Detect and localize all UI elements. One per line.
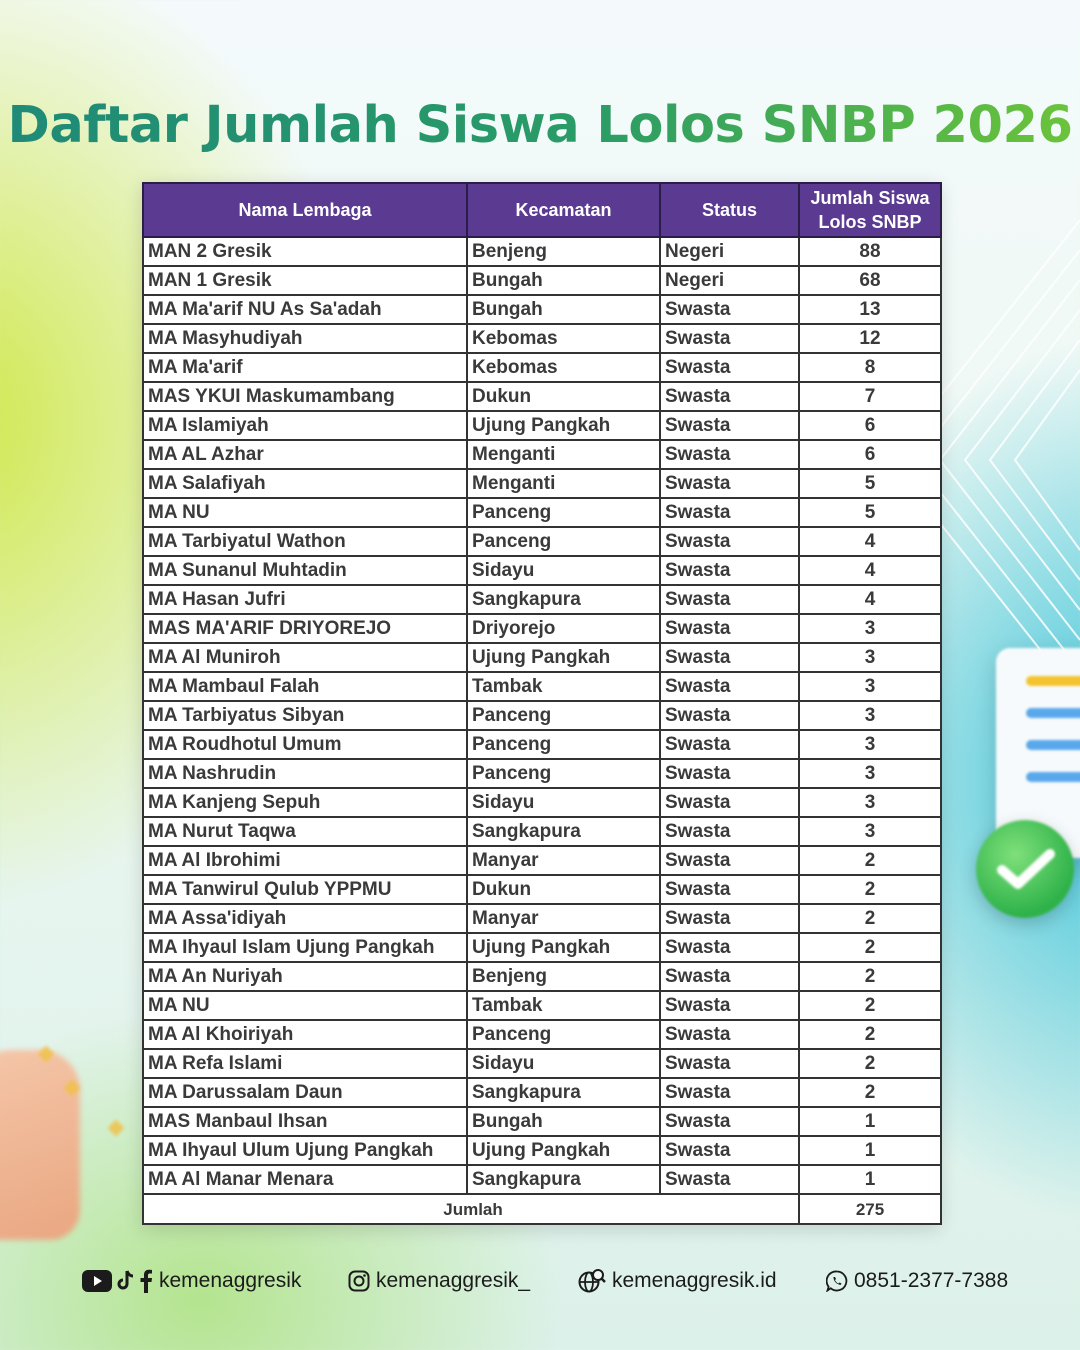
cell-status: Swasta bbox=[660, 382, 799, 411]
cell-nama-lembaga: MA Sunanul Muhtadin bbox=[143, 556, 467, 585]
cell-status: Swasta bbox=[660, 556, 799, 585]
cell-nama-lembaga: MA Darussalam Daun bbox=[143, 1078, 467, 1107]
cell-kecamatan: Dukun bbox=[467, 382, 660, 411]
cell-nama-lembaga: MA Tanwirul Qulub YPPMU bbox=[143, 875, 467, 904]
cell-kecamatan: Panceng bbox=[467, 527, 660, 556]
table-row bbox=[143, 1020, 941, 1049]
cell-nama-lembaga: MA NU bbox=[143, 498, 467, 527]
cell-status: Swasta bbox=[660, 1136, 799, 1165]
total-value: 275 bbox=[799, 1194, 941, 1224]
cell-nama-lembaga: MA Roudhotul Umum bbox=[143, 730, 467, 759]
cell-jumlah: 2 bbox=[799, 933, 941, 962]
cell-kecamatan: Bungah bbox=[467, 295, 660, 324]
facebook-icon bbox=[139, 1269, 153, 1293]
cell-jumlah: 6 bbox=[799, 440, 941, 469]
table-row bbox=[143, 643, 941, 672]
cell-kecamatan: Menganti bbox=[467, 440, 660, 469]
table-row bbox=[143, 556, 941, 585]
table-body bbox=[143, 237, 941, 1194]
cell-status: Swasta bbox=[660, 875, 799, 904]
header-nama-lembaga: Nama Lembaga bbox=[143, 183, 467, 237]
cell-nama-lembaga: MA An Nuriyah bbox=[143, 962, 467, 991]
cell-jumlah: 3 bbox=[799, 730, 941, 759]
cell-status: Swasta bbox=[660, 1107, 799, 1136]
cell-nama-lembaga: MA Al Manar Menara bbox=[143, 1165, 467, 1194]
cell-status: Swasta bbox=[660, 817, 799, 846]
cell-nama-lembaga: MA AL Azhar bbox=[143, 440, 467, 469]
table-row bbox=[143, 730, 941, 759]
instagram-icon bbox=[348, 1270, 370, 1292]
table-row bbox=[143, 817, 941, 846]
cell-kecamatan: Tambak bbox=[467, 672, 660, 701]
cell-kecamatan: Manyar bbox=[467, 904, 660, 933]
results-table-container bbox=[142, 182, 940, 1225]
cell-kecamatan: Bungah bbox=[467, 266, 660, 295]
cell-status: Swasta bbox=[660, 440, 799, 469]
thumbs-up-illustration bbox=[0, 1050, 80, 1240]
table-row bbox=[143, 614, 941, 643]
cell-nama-lembaga: MAS YKUI Maskumambang bbox=[143, 382, 467, 411]
cell-nama-lembaga: MA Al Khoiriyah bbox=[143, 1020, 467, 1049]
table-row bbox=[143, 585, 941, 614]
cell-jumlah: 2 bbox=[799, 962, 941, 991]
cell-jumlah: 1 bbox=[799, 1165, 941, 1194]
cell-kecamatan: Benjeng bbox=[467, 962, 660, 991]
cell-jumlah: 2 bbox=[799, 875, 941, 904]
cell-kecamatan: Bungah bbox=[467, 1107, 660, 1136]
cell-status: Swasta bbox=[660, 1165, 799, 1194]
cell-nama-lembaga: MA Islamiyah bbox=[143, 411, 467, 440]
cell-jumlah: 13 bbox=[799, 295, 941, 324]
whatsapp-number: 0851-2377-7388 bbox=[854, 1269, 1009, 1292]
table-row bbox=[143, 846, 941, 875]
cell-status: Swasta bbox=[660, 1078, 799, 1107]
cell-kecamatan: Ujung Pangkah bbox=[467, 411, 660, 440]
cell-status: Swasta bbox=[660, 295, 799, 324]
cell-nama-lembaga: MAN 1 Gresik bbox=[143, 266, 467, 295]
table-row bbox=[143, 875, 941, 904]
cell-nama-lembaga: MA Assa'idiyah bbox=[143, 904, 467, 933]
cell-status: Swasta bbox=[660, 904, 799, 933]
cell-kecamatan: Sangkapura bbox=[467, 1078, 660, 1107]
cell-jumlah: 3 bbox=[799, 817, 941, 846]
sparkle-icon bbox=[108, 1120, 125, 1137]
results-table bbox=[142, 182, 942, 1225]
cell-jumlah: 3 bbox=[799, 759, 941, 788]
table-row bbox=[143, 759, 941, 788]
table-total-row bbox=[143, 1194, 941, 1224]
cell-status: Negeri bbox=[660, 237, 799, 266]
cell-kecamatan: Panceng bbox=[467, 1020, 660, 1049]
cell-status: Swasta bbox=[660, 1049, 799, 1078]
cell-nama-lembaga: MA Hasan Jufri bbox=[143, 585, 467, 614]
cell-jumlah: 4 bbox=[799, 556, 941, 585]
cell-jumlah: 7 bbox=[799, 382, 941, 411]
cell-nama-lembaga: MA Masyhudiyah bbox=[143, 324, 467, 353]
cell-kecamatan: Ujung Pangkah bbox=[467, 933, 660, 962]
cell-kecamatan: Ujung Pangkah bbox=[467, 1136, 660, 1165]
header-status: Status bbox=[660, 183, 799, 237]
cell-status: Swasta bbox=[660, 614, 799, 643]
cell-status: Swasta bbox=[660, 469, 799, 498]
cell-status: Swasta bbox=[660, 672, 799, 701]
cell-nama-lembaga: MA Tarbiyatus Sibyan bbox=[143, 701, 467, 730]
cell-status: Swasta bbox=[660, 498, 799, 527]
cell-jumlah: 2 bbox=[799, 1078, 941, 1107]
table-row bbox=[143, 991, 941, 1020]
cell-jumlah: 3 bbox=[799, 788, 941, 817]
table-row bbox=[143, 933, 941, 962]
cell-status: Swasta bbox=[660, 730, 799, 759]
cell-status: Swasta bbox=[660, 962, 799, 991]
cell-status: Swasta bbox=[660, 846, 799, 875]
table-row bbox=[143, 904, 941, 933]
cell-kecamatan: Sangkapura bbox=[467, 585, 660, 614]
cell-jumlah: 2 bbox=[799, 1049, 941, 1078]
table-row bbox=[143, 1078, 941, 1107]
cell-jumlah: 3 bbox=[799, 643, 941, 672]
table-row bbox=[143, 469, 941, 498]
footer-whatsapp-link[interactable] bbox=[826, 1266, 1008, 1296]
cell-nama-lembaga: MA Nashrudin bbox=[143, 759, 467, 788]
table-row bbox=[143, 962, 941, 991]
table-row bbox=[143, 237, 941, 266]
table-row bbox=[143, 1136, 941, 1165]
table-row bbox=[143, 1049, 941, 1078]
footer-social-link[interactable] bbox=[82, 1266, 301, 1296]
header-jumlah-siswa: Jumlah Siswa Lolos SNBP bbox=[799, 183, 941, 237]
checkmark-badge-icon bbox=[976, 820, 1074, 918]
cell-nama-lembaga: MA Ma'arif bbox=[143, 353, 467, 382]
cell-jumlah: 6 bbox=[799, 411, 941, 440]
cell-nama-lembaga: MA Al Ibrohimi bbox=[143, 846, 467, 875]
table-row bbox=[143, 527, 941, 556]
cell-jumlah: 3 bbox=[799, 672, 941, 701]
cell-nama-lembaga: MA Ihyaul Islam Ujung Pangkah bbox=[143, 933, 467, 962]
cell-jumlah: 8 bbox=[799, 353, 941, 382]
cell-status: Negeri bbox=[660, 266, 799, 295]
social-handle: kemenaggresik bbox=[159, 1269, 302, 1292]
table-row bbox=[143, 498, 941, 527]
table-row bbox=[143, 266, 941, 295]
total-label: Jumlah bbox=[143, 1194, 799, 1224]
page-title: Daftar Jumlah Siswa Lolos SNBP 2026 bbox=[0, 96, 1080, 155]
table-row bbox=[143, 295, 941, 324]
cell-kecamatan: Sidayu bbox=[467, 556, 660, 585]
cell-kecamatan: Sidayu bbox=[467, 788, 660, 817]
footer-instagram-link[interactable] bbox=[348, 1266, 530, 1296]
table-row bbox=[143, 1165, 941, 1194]
cell-kecamatan: Manyar bbox=[467, 846, 660, 875]
website-url: kemenaggresik.id bbox=[612, 1269, 777, 1292]
cell-nama-lembaga: MA Salafiyah bbox=[143, 469, 467, 498]
cell-nama-lembaga: MA Ihyaul Ulum Ujung Pangkah bbox=[143, 1136, 467, 1165]
cell-kecamatan: Panceng bbox=[467, 701, 660, 730]
cell-jumlah: 3 bbox=[799, 701, 941, 730]
cell-nama-lembaga: MA Al Muniroh bbox=[143, 643, 467, 672]
cell-status: Swasta bbox=[660, 1020, 799, 1049]
cell-kecamatan: Panceng bbox=[467, 730, 660, 759]
cell-kecamatan: Kebomas bbox=[467, 324, 660, 353]
cell-status: Swasta bbox=[660, 585, 799, 614]
cell-nama-lembaga: MA Tarbiyatul Wathon bbox=[143, 527, 467, 556]
footer-website-link[interactable] bbox=[578, 1266, 777, 1296]
cell-jumlah: 2 bbox=[799, 846, 941, 875]
cell-status: Swasta bbox=[660, 353, 799, 382]
table-row bbox=[143, 701, 941, 730]
cell-jumlah: 2 bbox=[799, 904, 941, 933]
table-row bbox=[143, 440, 941, 469]
cell-jumlah: 5 bbox=[799, 469, 941, 498]
cell-jumlah: 68 bbox=[799, 266, 941, 295]
cell-kecamatan: Dukun bbox=[467, 875, 660, 904]
cell-nama-lembaga: MAS MA'ARIF DRIYOREJO bbox=[143, 614, 467, 643]
cell-kecamatan: Sangkapura bbox=[467, 817, 660, 846]
table-row bbox=[143, 353, 941, 382]
cell-status: Swasta bbox=[660, 527, 799, 556]
globe-search-icon bbox=[578, 1268, 606, 1294]
cell-status: Swasta bbox=[660, 643, 799, 672]
cell-status: Swasta bbox=[660, 324, 799, 353]
cell-status: Swasta bbox=[660, 991, 799, 1020]
cell-jumlah: 3 bbox=[799, 614, 941, 643]
cell-status: Swasta bbox=[660, 759, 799, 788]
cell-jumlah: 2 bbox=[799, 1020, 941, 1049]
cell-jumlah: 4 bbox=[799, 527, 941, 556]
cell-nama-lembaga: MA Nurut Taqwa bbox=[143, 817, 467, 846]
cell-nama-lembaga: MA Refa Islami bbox=[143, 1049, 467, 1078]
whatsapp-icon bbox=[826, 1270, 848, 1292]
cell-kecamatan: Tambak bbox=[467, 991, 660, 1020]
footer-contacts bbox=[82, 1266, 1032, 1296]
cell-nama-lembaga: MAN 2 Gresik bbox=[143, 237, 467, 266]
table-row bbox=[143, 324, 941, 353]
cell-kecamatan: Benjeng bbox=[467, 237, 660, 266]
cell-kecamatan: Panceng bbox=[467, 759, 660, 788]
cell-nama-lembaga: MA Kanjeng Sepuh bbox=[143, 788, 467, 817]
cell-jumlah: 4 bbox=[799, 585, 941, 614]
cell-nama-lembaga: MA Ma'arif NU As Sa'adah bbox=[143, 295, 467, 324]
table-row bbox=[143, 672, 941, 701]
cell-nama-lembaga: MA Mambaul Falah bbox=[143, 672, 467, 701]
table-header-row bbox=[143, 183, 941, 237]
cell-nama-lembaga: MA NU bbox=[143, 991, 467, 1020]
cell-status: Swasta bbox=[660, 411, 799, 440]
cell-status: Swasta bbox=[660, 788, 799, 817]
header-kecamatan: Kecamatan bbox=[467, 183, 660, 237]
cell-kecamatan: Sangkapura bbox=[467, 1165, 660, 1194]
cell-kecamatan: Driyorejo bbox=[467, 614, 660, 643]
cell-jumlah: 5 bbox=[799, 498, 941, 527]
table-row bbox=[143, 1107, 941, 1136]
cell-jumlah: 1 bbox=[799, 1107, 941, 1136]
youtube-icon bbox=[82, 1270, 112, 1292]
cell-kecamatan: Sidayu bbox=[467, 1049, 660, 1078]
table-row bbox=[143, 411, 941, 440]
cell-kecamatan: Ujung Pangkah bbox=[467, 643, 660, 672]
cell-nama-lembaga: MAS Manbaul Ihsan bbox=[143, 1107, 467, 1136]
cell-jumlah: 1 bbox=[799, 1136, 941, 1165]
tiktok-icon bbox=[116, 1269, 136, 1293]
cell-status: Swasta bbox=[660, 701, 799, 730]
cell-jumlah: 12 bbox=[799, 324, 941, 353]
cell-jumlah: 88 bbox=[799, 237, 941, 266]
instagram-handle: kemenaggresik_ bbox=[376, 1269, 531, 1292]
table-row bbox=[143, 788, 941, 817]
cell-kecamatan: Panceng bbox=[467, 498, 660, 527]
cell-kecamatan: Menganti bbox=[467, 469, 660, 498]
table-row bbox=[143, 382, 941, 411]
cell-status: Swasta bbox=[660, 933, 799, 962]
cell-jumlah: 2 bbox=[799, 991, 941, 1020]
cell-kecamatan: Kebomas bbox=[467, 353, 660, 382]
